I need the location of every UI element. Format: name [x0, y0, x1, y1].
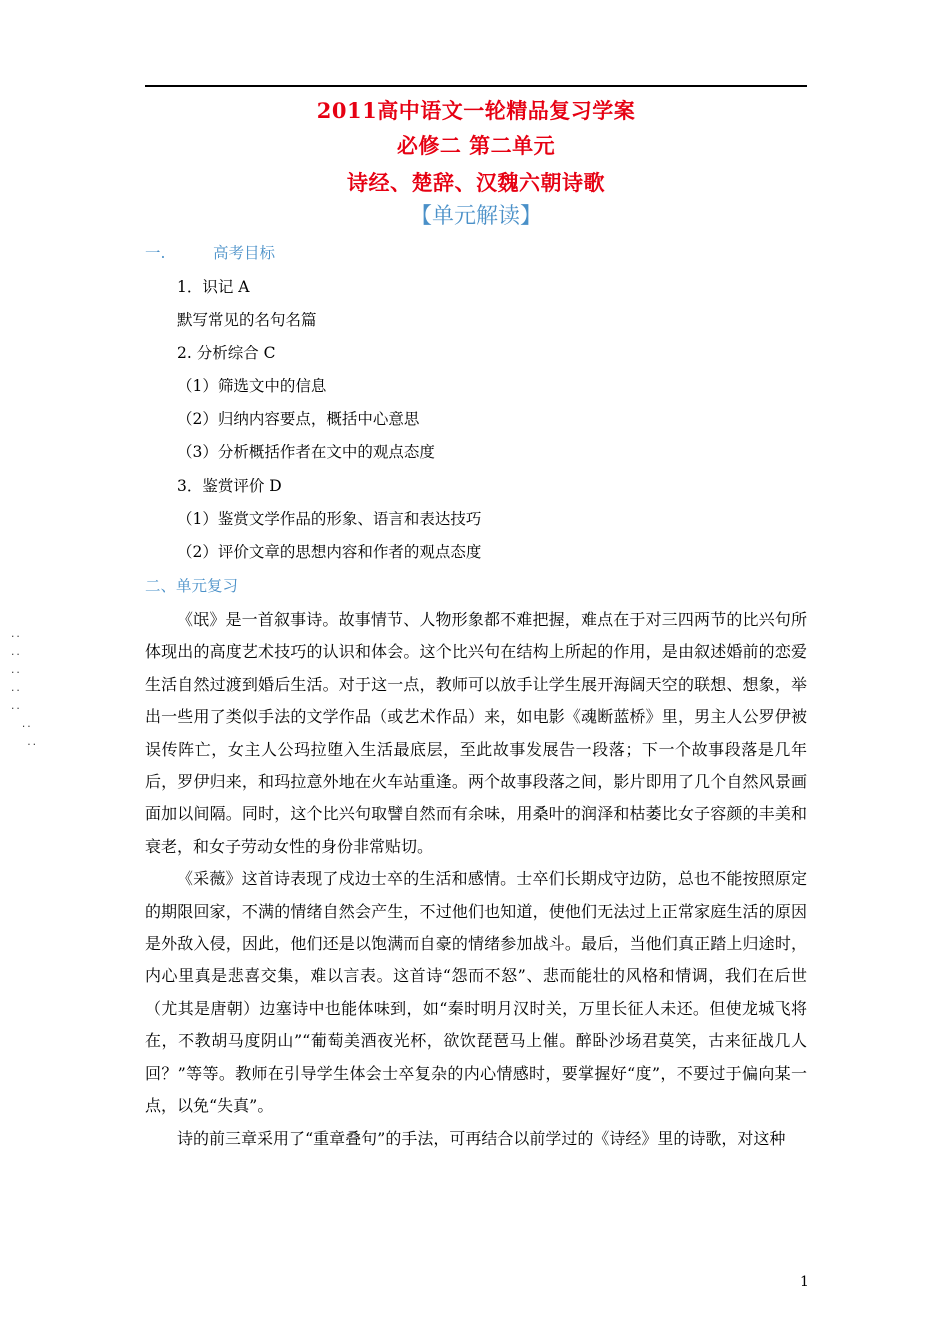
goal-line: 1．识记 A [177, 278, 250, 296]
section-1-heading [145, 242, 275, 264]
goal-line: （2）归纳内容要点，概括中心意思 [177, 410, 420, 428]
margin-marks: .. .. .. .. .. .. .. [10, 630, 38, 748]
section-1-title: 高考目标 [213, 244, 276, 262]
document-title: 2011高中语文一轮精品复习学案 [316, 98, 636, 123]
unit-label: 【单元解读】 [409, 204, 542, 229]
document-subtitle: 必修二 第二单元 [396, 133, 556, 158]
goal-line: 2. 分析综合 C [177, 344, 276, 362]
section-2-body [145, 604, 807, 1155]
section-2-heading: 二、单元复习 [145, 577, 239, 595]
paragraph: 诗的前三章采用了“重章叠句”的手法，可再结合以前学过的《诗经》里的诗歌，对这种 [177, 1128, 786, 1148]
section-1-number: 一. [145, 244, 166, 262]
document-topic: 诗经、楚辞、汉魏六朝诗歌 [347, 170, 605, 195]
page-number: 1 [800, 1274, 809, 1290]
goal-line: 默写常见的名句名篇 [177, 311, 317, 329]
goal-line: （1）筛选文中的信息 [177, 377, 327, 395]
header-rule [145, 85, 807, 87]
goal-line: （3）分析概括作者在文中的观点态度 [177, 443, 435, 461]
goal-line: （2）评价文章的思想内容和作者的观点态度 [177, 543, 482, 561]
paragraph: 《氓》是一首叙事诗。故事情节、人物形象都不难把握，难点在于对三四两节的比兴句所体现出的高度艺术技巧的认识和体会。这个比兴句在结构上所起的作用，是由叙述婚前的恋爱生活自然过渡到婚后生活。对于这一点，教师可以放手让学生展开海阔天空的联想、想象，举出一些用了类似手法的文学作品（或艺术作品）来，如电影《魂断蓝桥》里，男主人公罗伊被误传阵亡，女主人公玛拉堕入生活最底层，至此故事发展告一段落；下一个故事段落是几年后，罗伊归来，和玛拉意外地在火车站重逢。两个故事段落之间，影片即用了几个自然风景画面加以间隔。同时，这个比兴句取譬自然而有余味，用桑叶的润泽和枯萎比女子容颜的丰美和衰老，和女子劳动女性的身份非常贴切。 [145, 610, 807, 856]
paragraph: 《采薇》这首诗表现了戍边士卒的生活和感情。士卒们长期戍守边防，总也不能按照原定的期限回家，不满的情绪自然会产生，不过他们也知道，使他们无法过上正常家庭生活的原因是外敌入侵，因此，他们还是以饱满而自豪的情绪参加战斗。最后，当他们真正踏上归途时，内心里真是悲喜交集，难以言表。这首诗“怨而不怒”、悲而能壮的风格和情调，我们在后世（尤其是唐朝）边塞诗中也能体味到，如“秦时明月汉时关，万里长征人未还。但使龙城飞将在，不教胡马度阴山”“葡萄美酒夜光杯，欲饮琵琶马上催。醉卧沙场君莫笑，古来征战几人回？”等等。教师在引导学生体会士卒复杂的内心情感时，要掌握好“度”，不要过于偏向某一点，以免“失真”。 [145, 869, 807, 1116]
goal-line: 3．鉴赏评价 D [177, 477, 282, 495]
goal-line: （1）鉴赏文学作品的形象、语言和表达技巧 [177, 510, 482, 528]
